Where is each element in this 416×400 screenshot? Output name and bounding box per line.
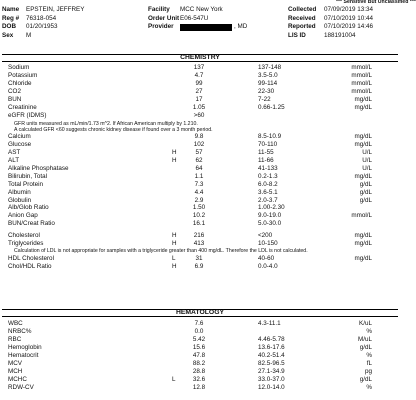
result-row-nrbc (0, 328, 400, 336)
reference-range: 0.66-1.25 (258, 103, 285, 111)
result-flag: H (172, 239, 177, 247)
test-name: Albumin (8, 188, 31, 196)
result-unit: mg/dL (354, 140, 372, 148)
test-name: Glucose (8, 140, 32, 148)
result-row-globulin (0, 197, 400, 205)
test-name: MCHC (8, 375, 27, 383)
result-unit: mmol/L (351, 212, 372, 220)
order-unit-value: E06-547U (180, 14, 209, 22)
reference-range: 40.2-51.4 (258, 351, 285, 359)
result-row-mchc (0, 376, 400, 384)
dob-label: DOB (2, 23, 16, 31)
reference-range: 7-22 (258, 95, 271, 103)
result-unit: mg/dL (354, 103, 372, 111)
reference-range: 0.2-1.3 (258, 172, 278, 180)
test-name: MCH (8, 367, 23, 375)
test-name: Alkaline Phosphatase (8, 164, 69, 172)
result-value: 0.0 (194, 327, 204, 335)
reference-range: 5.0-30.0 (258, 220, 282, 228)
egfr-note (0, 121, 400, 133)
reference-range: 3.6-5.1 (258, 188, 278, 196)
test-name: Total Protein (8, 180, 44, 188)
egfr-note-line: A calculated GFR <60 suggests chronic kidney disease if found over a 3 month period. (14, 126, 213, 133)
received-value: 07/10/2019 10:44 (324, 14, 374, 22)
reference-range: 27.1-34.9 (258, 367, 285, 375)
test-name: Chol/HDL Ratio (8, 262, 52, 270)
reg-label: Reg # (2, 14, 20, 22)
chemistry-results-c (0, 232, 400, 248)
sex-label: Sex (2, 31, 14, 39)
reference-range: 22-30 (258, 87, 275, 95)
result-value: 4.7 (194, 71, 204, 79)
result-value: 7.3 (194, 180, 204, 188)
reference-range: 0.0-4.0 (258, 262, 278, 270)
result-unit: mg/dL (354, 95, 372, 103)
test-name: Sodium (8, 64, 30, 71)
chemistry-results-d (0, 255, 400, 271)
result-value: 47.8 (192, 351, 206, 359)
result-value: 216 (193, 232, 205, 239)
result-value: 27 (195, 87, 203, 95)
hematology-section-title: HEMATOLOGY (2, 309, 398, 317)
result-row-mcv (0, 360, 400, 368)
test-name: Alb/Glob Ratio (8, 204, 49, 212)
result-value: 1.1 (194, 172, 204, 180)
result-value: 9.8 (194, 133, 204, 140)
result-value: 5.42 (192, 335, 206, 343)
result-value: 62 (195, 156, 203, 164)
result-value: 1.05 (192, 103, 206, 111)
result-row-triglycerides (0, 240, 400, 248)
result-row-chloride (0, 80, 400, 88)
sensitivity-banner: *** Sensitive But Unclassified *** (336, 0, 416, 5)
result-flag: H (172, 262, 177, 270)
result-unit: % (366, 327, 372, 335)
result-unit: mmol/L (351, 79, 372, 87)
test-name: ALT (8, 156, 20, 164)
result-unit (326, 220, 372, 228)
result-value: 17 (195, 95, 203, 103)
result-value: 2.9 (194, 196, 204, 204)
reference-range: 4.46-5.78 (258, 335, 285, 343)
reference-range: 4.3-11.1 (258, 320, 281, 327)
collected-label: Collected (288, 6, 317, 14)
result-row-rbc (0, 336, 400, 344)
result-unit: g/dL (359, 180, 372, 188)
facility-info (148, 6, 247, 32)
result-value: 7.6 (194, 320, 204, 327)
result-unit: M/uL (358, 335, 372, 343)
result-flag: H (172, 232, 177, 239)
name-label: Name (2, 6, 20, 14)
result-row-potassium (0, 72, 400, 80)
provider-suffix: , MD (234, 23, 248, 31)
lis-id-value: 188191004 (324, 31, 356, 39)
reg-number: 76318-054 (26, 14, 57, 22)
result-row-anion-gap (0, 212, 400, 220)
test-name: MCV (8, 359, 22, 367)
result-row-hemoglobin (0, 344, 400, 352)
patient-info (2, 6, 84, 40)
test-name: Bilirubin, Total (8, 172, 48, 180)
chemistry-section-title: CHEMISTRY (2, 54, 398, 62)
ldl-note-line: Calculation of LDL is not appropriate for samples with a triglyceride greater than 400 mg/dL. Therefore the LDL is not calculated. (14, 248, 308, 254)
test-name: Hemoglobin (8, 343, 42, 351)
result-value: 137 (193, 64, 205, 71)
sex-value: M (26, 31, 32, 39)
result-row-alkaline-phosphatase (0, 165, 400, 173)
reported-value: 07/10/2019 14:46 (324, 23, 374, 31)
test-name: Chloride (8, 79, 32, 87)
result-row-alb-glob-ratio (0, 204, 400, 212)
facility-value: MCC New York (180, 6, 223, 14)
test-name: WBC (8, 320, 23, 327)
result-row-albumin (0, 189, 400, 197)
reference-range: 3.5-5.0 (258, 71, 278, 79)
result-value: 64 (195, 164, 203, 172)
reference-range: 40-60 (258, 255, 275, 262)
result-value: 28.8 (192, 367, 206, 375)
result-unit: K/uL (359, 320, 372, 327)
test-name: CO2 (8, 87, 21, 95)
patient-header (0, 6, 400, 48)
result-flag: L (172, 255, 176, 262)
reference-range: 41-133 (258, 164, 278, 172)
result-value: 6.9 (194, 262, 204, 270)
result-unit: g/dL (359, 196, 372, 204)
collected-value: 07/09/2019 13:34 (324, 6, 374, 14)
reference-range: 2.0-3.7 (258, 196, 278, 204)
reported-label: Reported (288, 23, 316, 31)
chemistry-results-a (0, 64, 400, 120)
reference-range: 6.0-8.2 (258, 180, 278, 188)
test-name: AST (8, 148, 21, 156)
result-value: 15.6 (192, 343, 206, 351)
test-name: eGFR (IDMS) (8, 111, 47, 119)
received-label: Received (288, 14, 316, 22)
specimen-info (288, 6, 373, 40)
result-unit: g/dL (359, 188, 372, 196)
result-unit: mg/dL (354, 239, 372, 247)
result-row-ast (0, 149, 400, 157)
result-flag: H (172, 156, 177, 164)
order-unit-label: Order Unit (148, 14, 180, 22)
test-name: Hematocrit (8, 351, 39, 359)
result-row-alt (0, 157, 400, 165)
result-value: 413 (193, 239, 205, 247)
result-row-bun-creat-ratio (0, 220, 400, 228)
result-unit: mg/dL (354, 232, 372, 239)
result-row-chol-hdl-ratio (0, 263, 400, 271)
result-unit: mmol/L (351, 64, 372, 71)
result-unit: g/dL (359, 343, 372, 351)
result-value: 31 (195, 255, 203, 262)
result-row-co2 (0, 88, 400, 96)
patient-name: EPSTEIN, JEFFREY (26, 6, 85, 14)
result-unit: % (366, 351, 372, 359)
reference-range: 12.0-14.0 (258, 383, 285, 391)
chemistry-results-b (0, 133, 400, 228)
result-value: 12.8 (192, 383, 206, 391)
result-value: 4.4 (194, 188, 204, 196)
test-name: Cholesterol (8, 232, 40, 239)
result-unit: mmol/L (351, 71, 372, 79)
result-unit: fL (366, 359, 372, 367)
reference-range: 33.0-37.0 (258, 375, 285, 383)
result-row-cholesterol (0, 232, 400, 240)
result-unit: mg/dL (354, 133, 372, 140)
test-name: NRBC% (8, 327, 32, 335)
reference-range: 1.00-2.30 (258, 204, 285, 212)
result-row-hematocrit (0, 352, 400, 360)
result-unit (326, 112, 372, 120)
result-value: >60 (193, 111, 205, 119)
result-row-egfr-idms (0, 112, 400, 120)
result-row-sodium (0, 64, 400, 72)
result-unit: % (366, 383, 372, 391)
reference-range: 8.5-10.9 (258, 133, 282, 140)
test-name: Calcium (8, 133, 31, 140)
result-value: 102 (193, 140, 205, 148)
hematology-results (0, 320, 400, 391)
reference-range: 10-150 (258, 239, 278, 247)
result-unit: U/L (362, 148, 372, 156)
result-value: 10.2 (192, 212, 206, 220)
reference-range: 137-148 (258, 64, 282, 71)
result-row-bun (0, 96, 400, 104)
egfr-note-line: GFR units measured as mL/min/1.73 m^2. If African American multiply by 1.210. (14, 120, 198, 127)
reference-range: 99-114 (258, 79, 278, 87)
test-name: RDW-CV (8, 383, 34, 391)
result-value: 57 (195, 148, 203, 156)
test-name: HDL Cholesterol (8, 255, 54, 262)
result-unit (326, 204, 372, 212)
reference-range: 13.6-17.6 (258, 343, 285, 351)
result-row-rdw-cv (0, 384, 400, 392)
result-unit: g/dL (359, 375, 372, 383)
test-name: RBC (8, 335, 22, 343)
result-unit: pg (364, 367, 372, 375)
result-row-total-protein (0, 181, 400, 189)
result-row-wbc (0, 320, 400, 328)
provider-label: Provider (148, 23, 174, 31)
reference-range: <200 (258, 232, 273, 239)
result-row-calcium (0, 133, 400, 141)
result-value: 99 (195, 79, 203, 87)
test-name: BUN/Creat Ratio (8, 220, 55, 228)
result-flag: L (172, 375, 176, 383)
result-unit: mg/dL (354, 255, 372, 262)
result-value: 88.2 (192, 359, 206, 367)
result-value: 32.6 (192, 375, 206, 383)
test-name: Anion Gap (8, 212, 38, 220)
dob-value: 01/20/1953 (26, 23, 58, 31)
reference-range: 9.0-19.0 (258, 212, 282, 220)
result-value: 16.1 (192, 220, 206, 228)
result-unit: U/L (362, 164, 372, 172)
result-unit (326, 263, 372, 271)
reference-range: 82.5-96.5 (258, 359, 285, 367)
result-unit: U/L (362, 156, 372, 164)
facility-label: Facility (148, 6, 170, 14)
result-row-mch (0, 368, 400, 376)
result-row-glucose (0, 141, 400, 149)
result-value: 1.50 (192, 204, 206, 212)
reference-range: 11-66 (258, 156, 274, 164)
test-name: Globulin (8, 196, 32, 204)
test-name: BUN (8, 95, 22, 103)
test-name: Potassium (8, 71, 38, 79)
result-row-hdl-cholesterol (0, 255, 400, 263)
result-row-creatinine (0, 104, 400, 112)
provider-redaction (180, 24, 232, 31)
reference-range: 11-55 (258, 148, 274, 156)
result-unit: mg/dL (354, 172, 372, 180)
test-name: Creatinine (8, 103, 37, 111)
lis-id-label: LIS ID (288, 31, 306, 39)
reference-range: 70-110 (258, 140, 278, 148)
result-unit: mmol/L (351, 87, 372, 95)
test-name: Triglycerides (8, 239, 44, 247)
result-row-bilirubin-total (0, 173, 400, 181)
ldl-note (0, 248, 400, 254)
result-flag: H (172, 148, 177, 156)
